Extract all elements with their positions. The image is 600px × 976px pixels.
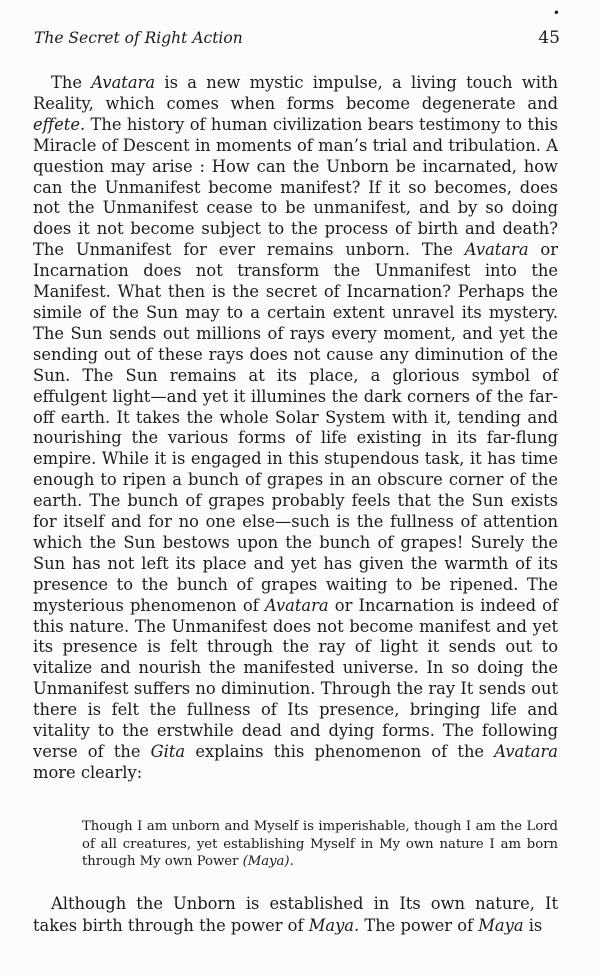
italic-term: Avatara [264, 595, 329, 615]
main-paragraph [33, 73, 558, 784]
text-span: . The power of [353, 916, 479, 935]
italic-term: Maya [478, 916, 524, 935]
italic-term: Gita [150, 742, 186, 761]
text-span: The [51, 73, 92, 92]
text-span: or Incarnation is indeed of this nature. The Unmanifest does not become manifest and yet its presence is felt through the ray of light it sends out to vitalize and nourish the manifested universe. In so doing the Unmanifest suffers no diminution. Through the ray It sends out there is felt the fullness of Its presence, bringing life and vitality to the erstwhile dead and dying forms. The following verse of the [33, 595, 558, 761]
text-span: Although the Unborn is established in Its own nature, It takes birth through the power of [33, 894, 558, 935]
running-title: The Secret of Right Action [34, 29, 243, 47]
text-span: more clearly: [33, 762, 143, 782]
italic-term: Avatara [494, 742, 558, 761]
page-number: 45 [538, 28, 560, 48]
text-span: is [523, 916, 543, 935]
italic-term: Avatara [91, 73, 156, 92]
quote-text: . [289, 854, 294, 869]
italic-term: Avatara [464, 240, 529, 260]
text-span: . The history of human civilization bears testimony to this Miracle of Descent in moments of man’s trial and tribulation. A question may arise : How can the Unborn be incarnated, how can the Unmanifest become manifest? If it so becomes, does not the Unmanifest cease to be unmanifest, and by so doing does it not become subject to the process of birth and death? The Unmanifest for ever remains unborn. The [33, 114, 558, 260]
italic-term: (Maya) [242, 854, 290, 869]
quote-text: Though I am unborn and Myself is imperishable, though I am the Lord of all creatures, yet establishing Myself in My own nature I am born through My own Power [82, 819, 558, 869]
page-header [34, 28, 560, 48]
text-span: is a new mystic impulse, a living touch with Reality, which comes when forms become degenerate and [33, 73, 559, 113]
italic-term: Maya [308, 916, 354, 935]
text-span: explains this phenomenon of the [185, 742, 495, 761]
margin-mark: • [552, 6, 560, 20]
closing-paragraph [33, 893, 558, 937]
block-quote [82, 818, 558, 871]
text-span: or Incarnation does not transform the Unmanifest into the Manifest. What then is the secret of Incarnation? Perhaps the simile of the Sun may to a certain extent unravel its mystery. The Sun sends out millions of rays every moment, and yet the sending out of these rays does not cause any diminution of the Sun. The Sun remains at its place, a glorious symbol of effulgent light—and yet it illumines the dark corners of the far-off earth. It takes the whole Solar System with it, tending and nourishing the various forms of life existing in its far-flung empire. While it is engaged in this stupendous task, it has time enough to ripen a bunch of grapes in an obscure corner of the earth. The bunch of grapes probably feels that the Sun exists for itself and for no one else—such is the fullness of attention which the Sun bestows upon the bunch of grapes! Surely the Sun has not left its place and yet has given the warmth of its presence to the bunch of grapes waiting to be ripened. The mysterious phenomenon of [33, 240, 558, 615]
italic-term: effete [33, 114, 80, 134]
